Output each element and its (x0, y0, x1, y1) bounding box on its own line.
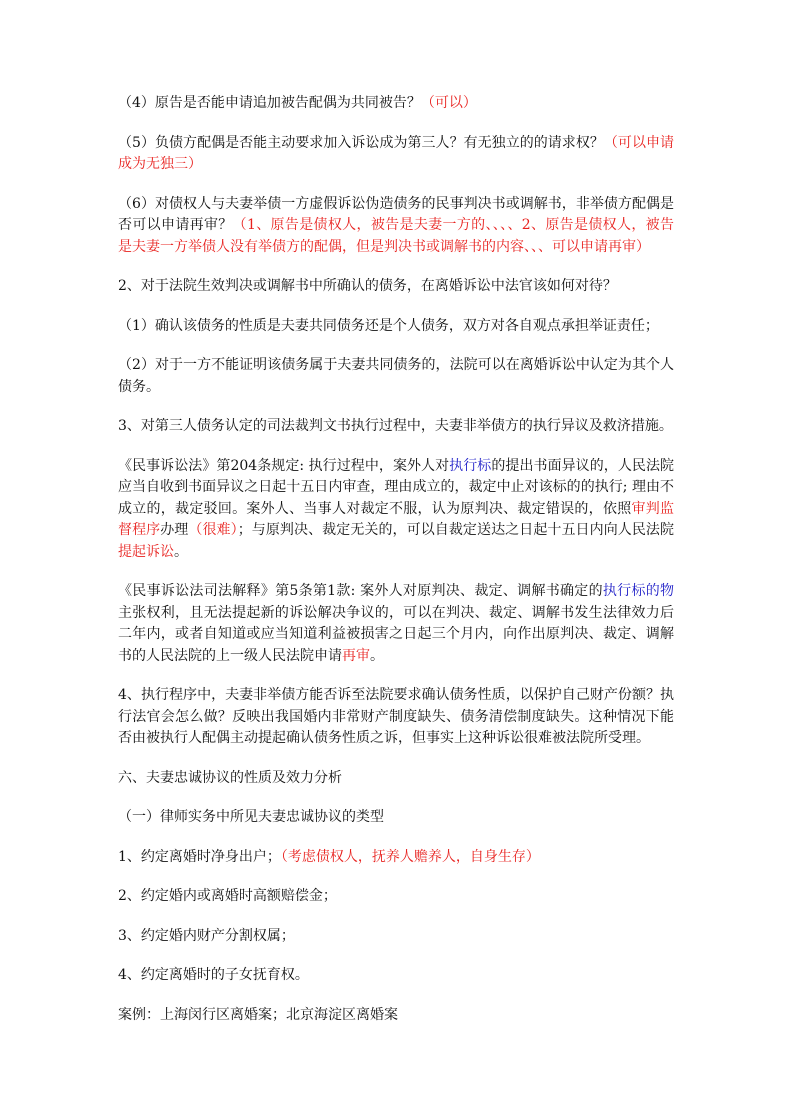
article-204-highlight-1: 审判监督程序 (118, 500, 675, 538)
paragraph-item-1 (118, 316, 674, 338)
paragraph-cases (118, 1005, 674, 1027)
item-2-text: （2）对于一方不能证明该债务属于夫妻共同债务的，法院可以在离婚诉讼中认定为其个人债务。 (118, 357, 674, 395)
subsection-1-heading: （一）律师实务中所见夫妻忠诚协议的类型 (118, 809, 384, 825)
paragraph-chapter-6-heading (118, 768, 674, 790)
paragraph-subsection-1-heading (118, 807, 674, 829)
article-204-highlight-3: 提起诉讼 (118, 543, 174, 560)
paragraph-item-2 (118, 355, 674, 398)
article-5-text-1: 《民事诉讼法司法解释》第5条第1款: 案外人对原判决、裁定、调解书确定的 (118, 583, 603, 599)
article-204-text-1: 《民事诉讼法》第204条规定: 执行过程中，案外人对 (118, 457, 450, 474)
cases-text: 案例：上海闵行区离婚案；北京海淀区离婚案 (118, 1006, 398, 1023)
paragraph-section-2 (118, 276, 674, 298)
q4-text: （4）原告是否能申请追加被告配偶为共同被告？ (118, 95, 421, 111)
paragraph-q6 (118, 194, 674, 259)
article-204-text-3: 办理 (160, 522, 189, 538)
paragraph-q5 (118, 133, 674, 176)
q6-note: （1、原告是债权人，被告是夫妻一方的、、、、2、原告是债权人，被告是夫妻一方举债人没有举债方的配偶，但是判决书或调解书的内容、、、可以申请再审） (118, 217, 674, 255)
paragraph-type-2 (118, 886, 674, 908)
q6-text: （6）对债权人与夫妻举债一方虚假诉讼伪造债务的民事判决书或调解书，非举债方配偶是否可以申请再审？ (118, 195, 674, 233)
article-5-text-2: 主张权利，且无法提起新的诉讼解决争议的，可以在判决、裁定、调解书发生法律效力后二年内，或者自知道或应当知道利益被损害之日起三个月内，向作出原判决、裁定、调解书的人民法院的上一级人民法院申请 (118, 604, 674, 664)
section-2-heading: 2、对于法院生效判决或调解书中所确认的债务，在离婚诉讼中法官该如何对待？ (118, 278, 617, 294)
article-5-highlight: 再审 (342, 647, 370, 664)
type-2-text: 2、约定婚内或离婚时高额赔偿金； (118, 888, 337, 904)
paragraph-type-3 (118, 926, 674, 948)
article-204-highlight-2: （很难） (188, 522, 238, 538)
type-1-note: （考虑债权人，抚养人赡养人，自身生存） (280, 848, 540, 865)
section-3-heading: 3、对第三人债务认定的司法裁判文书执行过程中，夫妻非举债方的执行异议及救济措施。 (118, 418, 673, 434)
type-1-text: 1、约定离婚时净身出户； (118, 848, 281, 865)
article-204-text-5: 。 (174, 543, 188, 560)
item-1-text: （1）确认该债务的性质是夫妻共同债务还是个人债务，双方对各自观点承担举证责任； (118, 317, 659, 334)
paragraph-section-4 (118, 685, 674, 750)
article-5-text-3: 。 (370, 647, 384, 664)
paragraph-civil-procedure-204 (118, 456, 674, 564)
type-4-text: 4、约定离婚时的子女抚育权。 (118, 967, 309, 983)
chapter-6-heading: 六、夫妻忠诚协议的性质及效力分析 (118, 769, 342, 786)
paragraph-section-3 (118, 416, 674, 438)
paragraph-judicial-interpretation-5 (118, 581, 674, 667)
paragraph-type-1 (118, 847, 674, 869)
article-204-text-4: ；与原判决、裁定无关的，可以自裁定送达之日起十五日内向人民法院 (237, 522, 675, 538)
q5-text: （5）负债方配偶是否能主动要求加入诉讼成为第三人？有无独立的的请求权？ (118, 134, 604, 151)
article-204-link-term: 执行标 (449, 457, 492, 474)
paragraph-type-4 (118, 965, 674, 987)
section-4-text: 4、执行程序中，夫妻非举债方能否诉至法院要求确认债务性质，以保护自己财产份额？执行法官会怎么做？反映出我国婚内非常财产制度缺失、债务清偿制度缺失。这种情况下能否由被执行人配偶主动提起确认债务性质之诉，但事实上这种诉讼很难被法院所受理。 (118, 687, 674, 746)
paragraph-q4 (118, 93, 674, 115)
article-5-link-term: 执行标的物 (602, 583, 675, 599)
article-204-text-2: 的提出书面异议的，人民法院应当自收到书面异议之日起十五日内审查，理由成立的，裁定中止对该标的的执行; 理由不成立的，裁定驳回。案外人、当事人对裁定不服，认为原判决、裁定错误的，依照 (118, 457, 675, 517)
q5-note: （可以申请成为无独三） (118, 134, 675, 172)
q4-note: （可以） (420, 95, 477, 111)
document-body (118, 93, 674, 1044)
type-3-text: 3、约定婚内财产分割权属； (118, 927, 295, 944)
